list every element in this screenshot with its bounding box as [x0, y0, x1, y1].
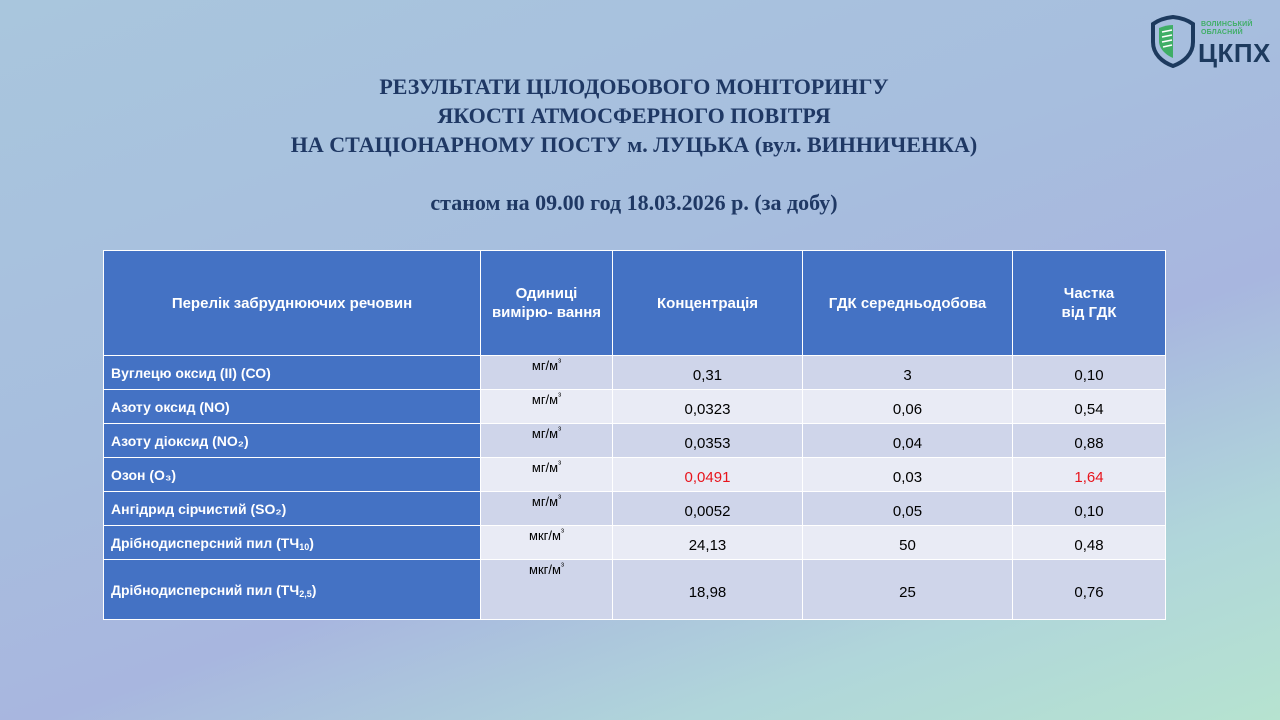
logo: [1148, 14, 1271, 70]
title-line-2: ЯКОСТІ АТМОСФЕРНОГО ПОВІТРЯ: [437, 103, 831, 128]
substance-name-base: Дрібнодисперсний пил (ТЧ: [111, 534, 300, 551]
table-row: [104, 526, 1166, 560]
logo-subtitle: [1201, 21, 1253, 37]
share-value: 0,88: [1013, 424, 1166, 458]
substance-name-subscript: 10: [299, 541, 310, 552]
page-title: [0, 72, 1268, 159]
concentration-value: 0,31: [613, 356, 803, 390]
substance-name: [104, 526, 481, 560]
mac-value: 25: [803, 560, 1013, 620]
logo-name: ЦКПХ: [1198, 38, 1271, 68]
unit-exponent: ³: [558, 391, 562, 401]
unit-base: мг/м: [531, 392, 559, 407]
unit-cell: [481, 492, 613, 526]
unit-cell: [481, 390, 613, 424]
unit-exponent: ³: [560, 561, 564, 571]
substance-name-end: ): [309, 534, 314, 551]
table-header-row: [104, 251, 1166, 356]
concentration-value-exceeded: 0,0491: [613, 458, 803, 492]
title-line-3: НА СТАЦІОНАРНОМУ ПОСТУ м. ЛУЦЬКА (вул. ВИННИЧЕНКА): [290, 132, 978, 157]
title-line-1: РЕЗУЛЬТАТИ ЦІЛОДОБОВОГО МОНІТОРИНГУ: [379, 74, 889, 99]
table-row: [104, 424, 1166, 458]
unit-exponent: ³: [558, 425, 562, 435]
header-share: [1013, 251, 1166, 356]
header-share-line-2: від ГДК: [1061, 304, 1117, 321]
substance-name: Озон (О₃): [104, 458, 481, 492]
substance-name-subscript: 2,5: [299, 588, 312, 599]
table-row: [104, 560, 1166, 620]
mac-value: 0,03: [803, 458, 1013, 492]
header-units: [481, 251, 613, 356]
unit-exponent: ³: [558, 357, 562, 367]
logo-line-1: ВОЛИНСЬКИЙ: [1201, 21, 1253, 28]
concentration-value: 0,0052: [613, 492, 803, 526]
mac-value: 50: [803, 526, 1013, 560]
substance-name: [104, 560, 481, 620]
header-concentration: Концентрація: [613, 251, 803, 356]
share-value: 0,10: [1013, 356, 1166, 390]
concentration-value: 0,0353: [613, 424, 803, 458]
unit-base: мкг/м: [529, 562, 561, 577]
unit-base: мг/м: [531, 426, 559, 441]
mac-value: 0,06: [803, 390, 1013, 424]
mac-value: 3: [803, 356, 1013, 390]
share-value: 0,76: [1013, 560, 1166, 620]
substance-name: Вуглецю оксид (ІІ) (СО): [104, 356, 481, 390]
unit-exponent: ³: [560, 527, 564, 537]
concentration-value: 24,13: [613, 526, 803, 560]
share-value-exceeded: 1,64: [1013, 458, 1166, 492]
unit-cell: [481, 356, 613, 390]
unit-exponent: ³: [558, 459, 562, 469]
table-row: [104, 390, 1166, 424]
report-date: станом на 09.00 год 18.03.2026 р. (за добу): [430, 190, 838, 215]
concentration-value: 18,98: [613, 560, 803, 620]
share-value: 0,48: [1013, 526, 1166, 560]
unit-cell: [481, 458, 613, 492]
shield-logo-icon: [1148, 14, 1198, 68]
unit-cell: [481, 424, 613, 458]
header-units-line-1: Одиниці: [515, 285, 578, 302]
substance-name: Азоту діоксид (NO₂): [104, 424, 481, 458]
unit-base: мг/м: [531, 460, 559, 475]
header-units-line-2: вимірю- вання: [491, 304, 602, 321]
table-row: [104, 492, 1166, 526]
table-row: [104, 458, 1166, 492]
mac-value: 0,04: [803, 424, 1013, 458]
share-value: 0,10: [1013, 492, 1166, 526]
unit-base: мкг/м: [529, 528, 561, 543]
table-row: [104, 356, 1166, 390]
pollutants-table: [103, 250, 1166, 620]
substance-name-base: Дрібнодисперсний пил (ТЧ: [111, 581, 300, 598]
logo-line-2: ОБЛАСНИЙ: [1201, 29, 1243, 36]
unit-cell: [481, 526, 613, 560]
substance-name: Азоту оксид (NO): [104, 390, 481, 424]
unit-base: мг/м: [531, 358, 559, 373]
unit-base: мг/м: [531, 494, 559, 509]
share-value: 0,54: [1013, 390, 1166, 424]
unit-exponent: ³: [558, 493, 562, 503]
header-share-line-1: Частка: [1063, 285, 1115, 302]
header-mac: ГДК середньодобова: [803, 251, 1013, 356]
unit-cell: [481, 560, 613, 620]
concentration-value: 0,0323: [613, 390, 803, 424]
mac-value: 0,05: [803, 492, 1013, 526]
header-substance: Перелік забруднюючих речовин: [104, 251, 481, 356]
substance-name-end: ): [311, 581, 317, 598]
substance-name: Ангідрид сірчистий (SO₂): [104, 492, 481, 526]
